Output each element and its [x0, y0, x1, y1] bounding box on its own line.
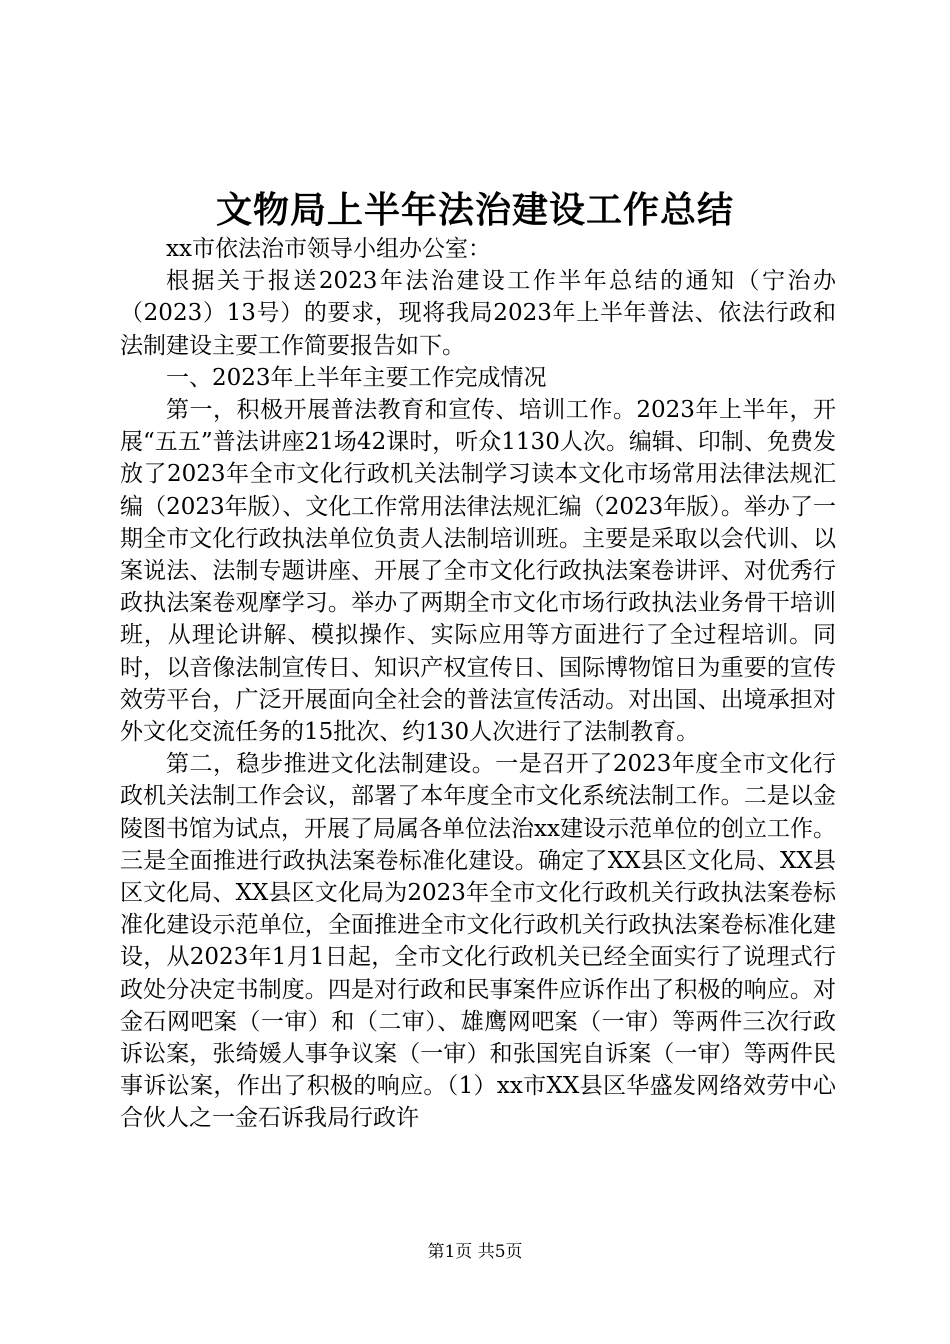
- paragraph-intro: 根据关于报送2023年法治建设工作半年总结的通知（宁治办（2023）13号）的要求，现将我局2023年上半年普法、依法行政和法制建设主要工作简要报告如下。: [120, 268, 836, 359]
- salutation: xx市依法治市领导小组办公室：: [166, 236, 491, 262]
- page-number: 第1页 共5页: [427, 1242, 523, 1262]
- paragraph-first: 第一，积极开展普法教育和宣传、培训工作。2023年上半年，开展“五五”普法讲座21场42课时，听众1130人次。编辑、印制、免费发放了2023年全市文化行政机关法制学习读本文化市场常用法律法规汇编（2023年版）、文化工作常用法律法规汇编（2023年版）。举办了一期全市文化行政执法单位负责人法制培训班。主要是采取以会代训、以案说法、法制专题讲座、开展了全市文化行政执法案卷讲评、对优秀行政执法案卷观摩学习。举办了两期全市文化市场行政执法业务骨干培训班，从理论讲解、模拟操作、实际应用等方面进行了全过程培训。同时，以音像法制宣传日、知识产权宣传日、国际博物馆日为重要的宣传效劳平台，广泛开展面向全社会的普法宣传活动。对出国、出境承担对外文化交流任务的15批次、约130人次进行了法制教育。: [120, 397, 836, 746]
- document-body: [120, 233, 836, 1135]
- document-title: 文物局上半年法治建设工作总结: [215, 189, 734, 231]
- paragraph-second: 第二，稳步推进文化法制建设。一是召开了2023年度全市文化行政机关法制工作会议，部署了本年度全市文化系统法制工作。二是以金陵图书馆为试点，开展了局属各单位法治xx建设示范单位的创立工作。三是全面推进行政执法案卷标准化建设。确定了XX县区文化局、XX县区文化局、XX县区文化局为2023年全市文化行政机关行政执法案卷标准化建设示范单位，全面推进全市文化行政机关行政执法案卷标准化建设，从2023年1月1日起，全市文化行政机关已经全面实行了说理式行政处分决定书制度。四是对行政和民事案件应诉作出了积极的响应。对金石网吧案（一审）和（二审）、雄鹰网吧案（一审）等两件三次行政诉讼案，张绮媛人事争议案（一审）和张国宪自诉案（一审）等两件民事诉讼案，作出了积极的响应。（1）xx市XX县区华盛发网络效劳中心合伙人之一金石诉我局行政许: [120, 751, 836, 1132]
- section-heading: 一、2023年上半年主要工作完成情况: [166, 364, 547, 391]
